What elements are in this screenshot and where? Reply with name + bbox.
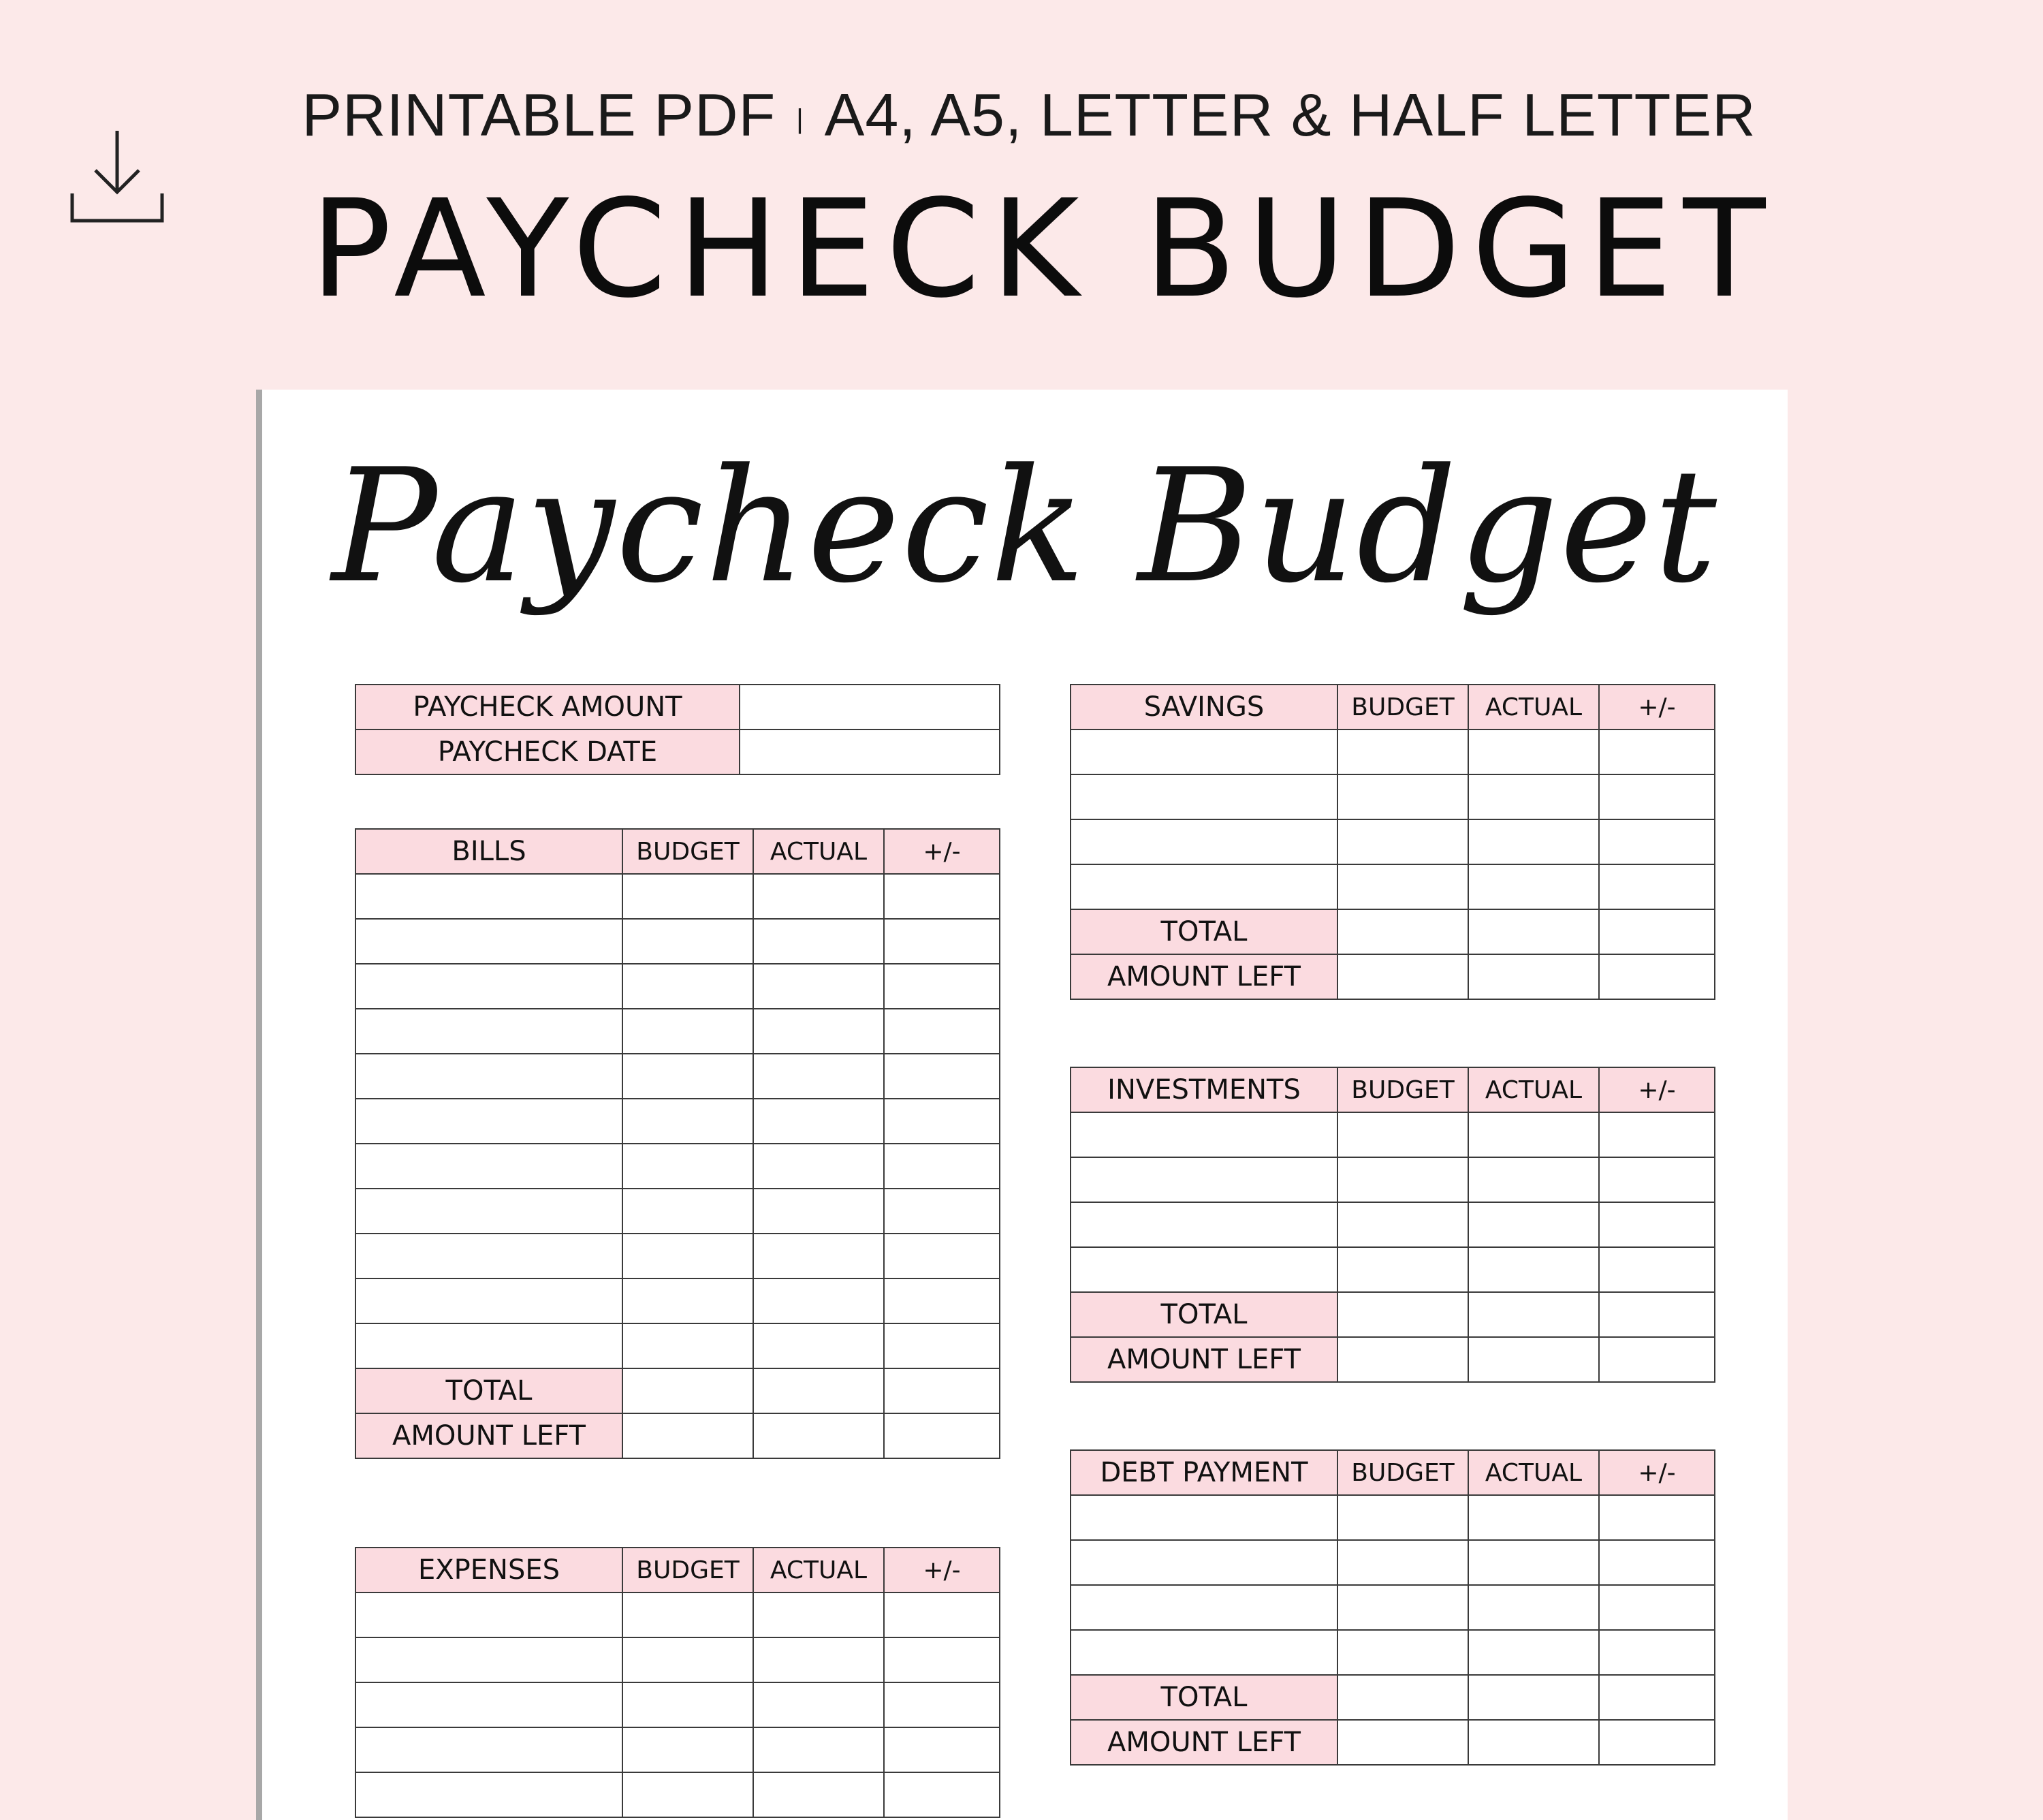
savings-item-cell[interactable] — [1071, 774, 1337, 819]
bills-row — [355, 919, 1000, 964]
bills-budget-cell[interactable] — [622, 1144, 753, 1189]
debt-budget-cell[interactable] — [1337, 1540, 1468, 1585]
debt-header-actual: ACTUAL — [1468, 1450, 1599, 1495]
savings-left-row — [1071, 954, 1715, 999]
download-icon[interactable] — [68, 127, 166, 226]
expenses-item-cell[interactable] — [355, 1592, 622, 1637]
savings-total-budget[interactable] — [1337, 909, 1468, 954]
bills-budget-cell[interactable] — [622, 874, 753, 919]
investments-total-actual[interactable] — [1468, 1292, 1599, 1337]
bills-row — [355, 1278, 1000, 1323]
debt-header-diff: +/- — [1599, 1450, 1715, 1495]
investments-total-diff[interactable] — [1599, 1292, 1715, 1337]
investments-diff-cell[interactable] — [1599, 1202, 1715, 1247]
bills-budget-cell[interactable] — [622, 1278, 753, 1323]
savings-actual-cell[interactable] — [1468, 729, 1599, 774]
bills-actual-cell[interactable] — [753, 1054, 884, 1099]
bills-row — [355, 1234, 1000, 1278]
expenses-item-cell[interactable] — [355, 1727, 622, 1772]
investments-amount-left-label: AMOUNT LEFT — [1071, 1337, 1337, 1382]
investments-left-row — [1071, 1337, 1715, 1382]
debt-budget-cell[interactable] — [1337, 1495, 1468, 1540]
investments-budget-cell[interactable] — [1337, 1112, 1468, 1157]
debt-left-row — [1071, 1720, 1715, 1765]
expenses-header-category: EXPENSES — [355, 1548, 622, 1592]
bills-total-label: TOTAL — [355, 1368, 622, 1413]
debt-left-budget[interactable] — [1337, 1720, 1468, 1765]
savings-actual-cell[interactable] — [1468, 864, 1599, 909]
investments-item-cell[interactable] — [1071, 1247, 1337, 1292]
savings-total-diff[interactable] — [1599, 909, 1715, 954]
bills-budget-cell[interactable] — [622, 1009, 753, 1054]
bills-diff-cell[interactable] — [884, 1234, 1000, 1278]
expenses-row — [355, 1682, 1000, 1727]
expenses-actual-cell[interactable] — [753, 1637, 884, 1682]
bills-left-diff[interactable] — [884, 1413, 1000, 1458]
bills-row — [355, 964, 1000, 1009]
paycheck-info-table — [355, 684, 1000, 775]
investments-diff-cell[interactable] — [1599, 1247, 1715, 1292]
bills-diff-cell[interactable] — [884, 1099, 1000, 1144]
savings-header-category: SAVINGS — [1071, 685, 1337, 729]
expenses-diff-cell[interactable] — [884, 1772, 1000, 1817]
savings-budget-cell[interactable] — [1337, 729, 1468, 774]
expenses-actual-cell[interactable] — [753, 1772, 884, 1817]
expenses-budget-cell[interactable] — [622, 1592, 753, 1637]
bills-item-cell[interactable] — [355, 1009, 622, 1054]
savings-diff-cell[interactable] — [1599, 729, 1715, 774]
expenses-item-cell[interactable] — [355, 1682, 622, 1727]
investments-budget-cell[interactable] — [1337, 1247, 1468, 1292]
savings-actual-cell[interactable] — [1468, 819, 1599, 864]
bills-item-cell[interactable] — [355, 1144, 622, 1189]
investments-item-cell[interactable] — [1071, 1112, 1337, 1157]
debt-header-budget: BUDGET — [1337, 1450, 1468, 1495]
debt-actual-cell[interactable] — [1468, 1495, 1599, 1540]
savings-row — [1071, 819, 1715, 864]
debt-item-cell[interactable] — [1071, 1630, 1337, 1675]
bills-row — [355, 1323, 1000, 1368]
bills-header-diff: +/- — [884, 829, 1000, 874]
expenses-diff-cell[interactable] — [884, 1592, 1000, 1637]
subtitle-separator: | — [796, 104, 804, 135]
debt-payment-table — [1070, 1449, 1715, 1766]
savings-item-cell[interactable] — [1071, 864, 1337, 909]
debt-diff-cell[interactable] — [1599, 1585, 1715, 1630]
bills-header-budget: BUDGET — [622, 829, 753, 874]
debt-total-label: TOTAL — [1071, 1675, 1337, 1720]
debt-item-cell[interactable] — [1071, 1540, 1337, 1585]
savings-left-diff[interactable] — [1599, 954, 1715, 999]
debt-total-actual[interactable] — [1468, 1675, 1599, 1720]
expenses-item-cell[interactable] — [355, 1772, 622, 1817]
bills-header-category: BILLS — [355, 829, 622, 874]
paycheck-date-field[interactable] — [740, 729, 1000, 774]
bills-diff-cell[interactable] — [884, 1009, 1000, 1054]
bills-budget-cell[interactable] — [622, 919, 753, 964]
debt-row — [1071, 1540, 1715, 1585]
bills-amount-left-label: AMOUNT LEFT — [355, 1413, 622, 1458]
expenses-diff-cell[interactable] — [884, 1682, 1000, 1727]
bills-actual-cell[interactable] — [753, 1234, 884, 1278]
savings-row — [1071, 774, 1715, 819]
debt-row — [1071, 1630, 1715, 1675]
debt-actual-cell[interactable] — [1468, 1540, 1599, 1585]
investments-actual-cell[interactable] — [1468, 1112, 1599, 1157]
investments-item-cell[interactable] — [1071, 1157, 1337, 1202]
bills-budget-cell[interactable] — [622, 1054, 753, 1099]
debt-diff-cell[interactable] — [1599, 1495, 1715, 1540]
savings-diff-cell[interactable] — [1599, 864, 1715, 909]
investments-header-diff: +/- — [1599, 1067, 1715, 1112]
expenses-budget-cell[interactable] — [622, 1772, 753, 1817]
expenses-table — [355, 1547, 1000, 1818]
debt-header-category: DEBT PAYMENT — [1071, 1450, 1337, 1495]
savings-total-label: TOTAL — [1071, 909, 1337, 954]
expenses-actual-cell[interactable] — [753, 1592, 884, 1637]
expenses-header-actual: ACTUAL — [753, 1548, 884, 1592]
bills-diff-cell[interactable] — [884, 1189, 1000, 1234]
printable-sheet — [256, 390, 1788, 1820]
bills-total-diff[interactable] — [884, 1368, 1000, 1413]
debt-diff-cell[interactable] — [1599, 1630, 1715, 1675]
debt-amount-left-label: AMOUNT LEFT — [1071, 1720, 1337, 1765]
bills-row — [355, 1099, 1000, 1144]
investments-actual-cell[interactable] — [1468, 1157, 1599, 1202]
investments-row — [1071, 1112, 1715, 1157]
bills-diff-cell[interactable] — [884, 1144, 1000, 1189]
paycheck-amount-label: PAYCHECK AMOUNT — [355, 685, 740, 729]
investments-header-row — [1071, 1067, 1715, 1112]
savings-header-diff: +/- — [1599, 685, 1715, 729]
investments-row — [1071, 1157, 1715, 1202]
savings-diff-cell[interactable] — [1599, 819, 1715, 864]
bills-actual-cell[interactable] — [753, 1009, 884, 1054]
bills-item-cell[interactable] — [355, 919, 622, 964]
investments-actual-cell[interactable] — [1468, 1202, 1599, 1247]
bills-diff-cell[interactable] — [884, 1054, 1000, 1099]
sheet-title: Paycheck Budget — [332, 436, 1718, 618]
bills-budget-cell[interactable] — [622, 1323, 753, 1368]
savings-budget-cell[interactable] — [1337, 774, 1468, 819]
expenses-diff-cell[interactable] — [884, 1637, 1000, 1682]
savings-budget-cell[interactable] — [1337, 819, 1468, 864]
bills-actual-cell[interactable] — [753, 874, 884, 919]
bills-left-budget[interactable] — [622, 1413, 753, 1458]
expenses-row — [355, 1727, 1000, 1772]
savings-header-budget: BUDGET — [1337, 685, 1468, 729]
investments-budget-cell[interactable] — [1337, 1202, 1468, 1247]
debt-total-row — [1071, 1675, 1715, 1720]
bills-row — [355, 874, 1000, 919]
investments-total-row — [1071, 1292, 1715, 1337]
bills-item-cell[interactable] — [355, 1278, 622, 1323]
savings-diff-cell[interactable] — [1599, 774, 1715, 819]
investments-actual-cell[interactable] — [1468, 1247, 1599, 1292]
bills-header-actual: ACTUAL — [753, 829, 884, 874]
savings-item-cell[interactable] — [1071, 729, 1337, 774]
expenses-actual-cell[interactable] — [753, 1682, 884, 1727]
expenses-row — [355, 1772, 1000, 1817]
expenses-row — [355, 1637, 1000, 1682]
savings-left-budget[interactable] — [1337, 954, 1468, 999]
bills-item-cell[interactable] — [355, 1234, 622, 1278]
bills-row — [355, 1189, 1000, 1234]
debt-actual-cell[interactable] — [1468, 1585, 1599, 1630]
bills-item-cell[interactable] — [355, 1054, 622, 1099]
savings-actual-cell[interactable] — [1468, 774, 1599, 819]
bills-actual-cell[interactable] — [753, 1278, 884, 1323]
debt-total-diff[interactable] — [1599, 1675, 1715, 1720]
savings-header-row — [1071, 685, 1715, 729]
bills-item-cell[interactable] — [355, 1099, 622, 1144]
bills-actual-cell[interactable] — [753, 964, 884, 1009]
bills-diff-cell[interactable] — [884, 1323, 1000, 1368]
bills-item-cell[interactable] — [355, 874, 622, 919]
investments-item-cell[interactable] — [1071, 1202, 1337, 1247]
debt-left-actual[interactable] — [1468, 1720, 1599, 1765]
headline: PAYCHECK BUDGET — [310, 170, 1777, 328]
bills-budget-cell[interactable] — [622, 1189, 753, 1234]
debt-total-budget[interactable] — [1337, 1675, 1468, 1720]
savings-left-actual[interactable] — [1468, 954, 1599, 999]
savings-item-cell[interactable] — [1071, 819, 1337, 864]
savings-budget-cell[interactable] — [1337, 864, 1468, 909]
expenses-diff-cell[interactable] — [884, 1727, 1000, 1772]
investments-row — [1071, 1247, 1715, 1292]
bills-item-cell[interactable] — [355, 1189, 622, 1234]
bills-row — [355, 1054, 1000, 1099]
bills-table — [355, 828, 1000, 1459]
expenses-item-cell[interactable] — [355, 1637, 622, 1682]
debt-row — [1071, 1585, 1715, 1630]
bills-row — [355, 1144, 1000, 1189]
savings-total-actual[interactable] — [1468, 909, 1599, 954]
expenses-row — [355, 1592, 1000, 1637]
debt-budget-cell[interactable] — [1337, 1585, 1468, 1630]
investments-header-category: INVESTMENTS — [1071, 1067, 1337, 1112]
investments-diff-cell[interactable] — [1599, 1112, 1715, 1157]
investments-left-actual[interactable] — [1468, 1337, 1599, 1382]
paycheck-date-label: PAYCHECK DATE — [355, 729, 740, 774]
expenses-header-budget: BUDGET — [622, 1548, 753, 1592]
debt-item-cell[interactable] — [1071, 1585, 1337, 1630]
savings-row — [1071, 729, 1715, 774]
bills-item-cell[interactable] — [355, 1323, 622, 1368]
bills-budget-cell[interactable] — [622, 964, 753, 1009]
investments-header-budget: BUDGET — [1337, 1067, 1468, 1112]
expenses-budget-cell[interactable] — [622, 1727, 753, 1772]
subtitle-format: PRINTABLE PDF — [302, 81, 776, 148]
savings-total-row — [1071, 909, 1715, 954]
bills-row — [355, 1009, 1000, 1054]
investments-budget-cell[interactable] — [1337, 1157, 1468, 1202]
investments-left-diff[interactable] — [1599, 1337, 1715, 1382]
debt-actual-cell[interactable] — [1468, 1630, 1599, 1675]
expenses-budget-cell[interactable] — [622, 1682, 753, 1727]
bills-budget-cell[interactable] — [622, 1234, 753, 1278]
bills-diff-cell[interactable] — [884, 964, 1000, 1009]
expenses-header-diff: +/- — [884, 1548, 1000, 1592]
expenses-actual-cell[interactable] — [753, 1727, 884, 1772]
bills-actual-cell[interactable] — [753, 1323, 884, 1368]
savings-table — [1070, 684, 1715, 1000]
format-subtitle — [0, 80, 2043, 150]
bills-actual-cell[interactable] — [753, 1189, 884, 1234]
bills-budget-cell[interactable] — [622, 1099, 753, 1144]
bills-total-budget[interactable] — [622, 1368, 753, 1413]
subtitle-sizes: A4, A5, LETTER & HALF LETTER — [824, 81, 1756, 148]
investments-header-actual: ACTUAL — [1468, 1067, 1599, 1112]
bills-header-row — [355, 829, 1000, 874]
investments-total-label: TOTAL — [1071, 1292, 1337, 1337]
bills-actual-cell[interactable] — [753, 919, 884, 964]
debt-item-cell[interactable] — [1071, 1495, 1337, 1540]
bills-item-cell[interactable] — [355, 964, 622, 1009]
debt-left-diff[interactable] — [1599, 1720, 1715, 1765]
debt-header-row — [1071, 1450, 1715, 1495]
investments-left-budget[interactable] — [1337, 1337, 1468, 1382]
debt-diff-cell[interactable] — [1599, 1540, 1715, 1585]
bills-diff-cell[interactable] — [884, 874, 1000, 919]
bills-left-actual[interactable] — [753, 1413, 884, 1458]
bills-actual-cell[interactable] — [753, 1099, 884, 1144]
bills-total-row — [355, 1368, 1000, 1413]
bills-total-actual[interactable] — [753, 1368, 884, 1413]
debt-budget-cell[interactable] — [1337, 1630, 1468, 1675]
bills-actual-cell[interactable] — [753, 1144, 884, 1189]
expenses-header-row — [355, 1548, 1000, 1592]
savings-header-actual: ACTUAL — [1468, 685, 1599, 729]
bills-diff-cell[interactable] — [884, 919, 1000, 964]
expenses-budget-cell[interactable] — [622, 1637, 753, 1682]
savings-row — [1071, 864, 1715, 909]
debt-row — [1071, 1495, 1715, 1540]
paycheck-amount-field[interactable] — [740, 685, 1000, 729]
bills-left-row — [355, 1413, 1000, 1458]
investments-table — [1070, 1067, 1715, 1383]
investments-row — [1071, 1202, 1715, 1247]
savings-amount-left-label: AMOUNT LEFT — [1071, 954, 1337, 999]
bills-diff-cell[interactable] — [884, 1278, 1000, 1323]
investments-total-budget[interactable] — [1337, 1292, 1468, 1337]
investments-diff-cell[interactable] — [1599, 1157, 1715, 1202]
